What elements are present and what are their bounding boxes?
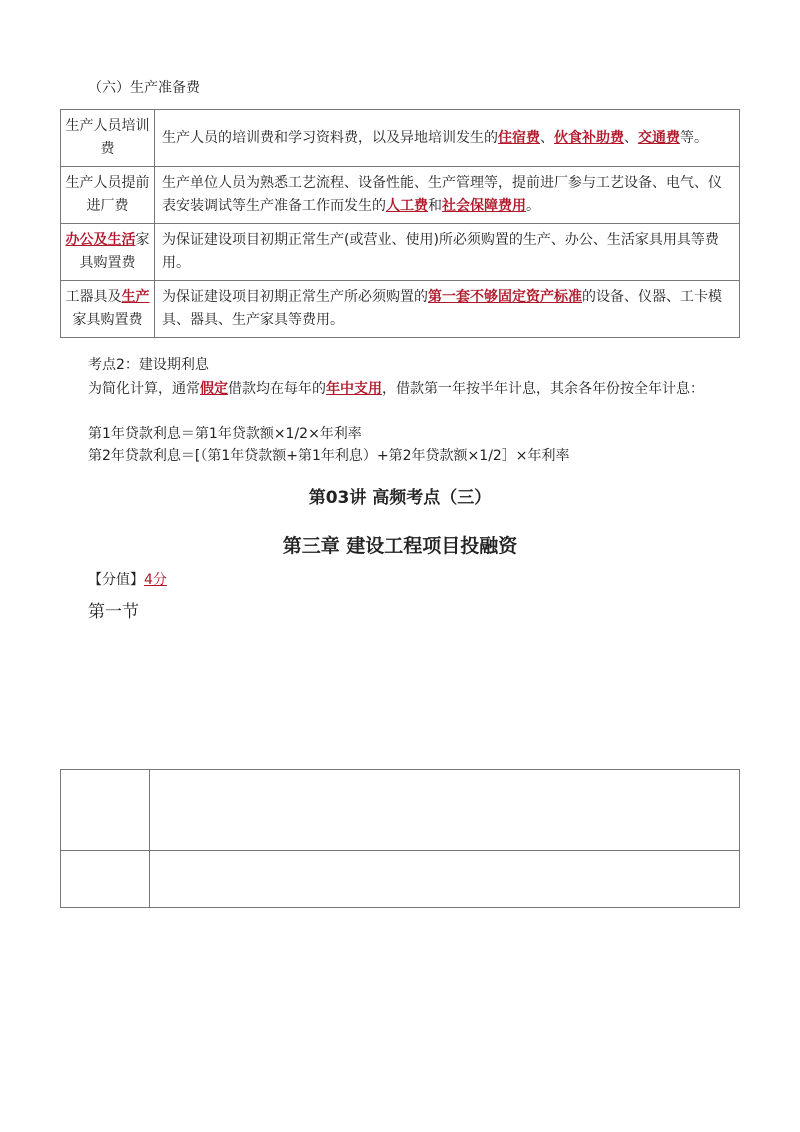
table-row <box>61 281 740 338</box>
item-description <box>155 110 740 167</box>
text-segment: 为保证建设项目初期正常生产(或营业、使用)所必须购置的生产、办公、生活家具用具等费用。 <box>162 232 719 271</box>
highlighted-text: 假定 <box>200 381 228 397</box>
preparation-fee-table <box>60 109 740 338</box>
formula-second-year: 第2年贷款利息＝[（第1年贷款额+第1年利息）+第2年贷款额×1/2］×年利率 <box>88 448 570 464</box>
table-cell <box>61 851 150 908</box>
text-segment: 生产单位人员为熟悉工艺流程、设备性能、生产管理等，提前进厂参与工艺设备、电气、仪表安装调试等生产准备工作而发生的 <box>162 175 722 214</box>
text-segment: 、 <box>540 129 554 146</box>
item-description <box>155 281 740 338</box>
score-label: 【分值】 <box>88 572 144 588</box>
text-segment: 的设备、仪器、工卡模具、器具、生产家具等费用。 <box>162 289 722 328</box>
empty-table <box>60 769 740 908</box>
highlighted-text: 交通费 <box>638 129 680 146</box>
interest-paragraph <box>60 378 740 400</box>
score-value: 4分 <box>144 572 167 588</box>
highlighted-text: 伙食补助费 <box>554 129 624 146</box>
chapter-title: 第三章 建设工程项目投融资 <box>282 535 518 557</box>
highlighted-text: 第一套不够固定资产标准 <box>428 289 582 305</box>
score-line <box>88 569 167 589</box>
highlighted-text: 办公及生活 <box>65 232 136 248</box>
section-label: 第一节 <box>88 602 139 622</box>
item-description <box>155 167 740 224</box>
formula-first-year: 第1年贷款利息＝第1年贷款额×1/2×年利率 <box>88 426 362 442</box>
table-row <box>61 167 740 224</box>
text-segment: 为简化计算，通常 <box>88 381 200 397</box>
lecture-title: 第03讲 高频考点（三） <box>308 488 492 508</box>
table-cell <box>150 851 740 908</box>
text-segment: 生产人员的培训费和学习资料费，以及异地培训发生的 <box>162 129 498 146</box>
highlighted-text: 社会保障费用 <box>442 198 526 214</box>
kaodian-heading: 考点2：建设期利息 <box>88 357 209 373</box>
item-description <box>155 224 740 281</box>
table-cell <box>61 770 150 851</box>
table-cell <box>150 770 740 851</box>
highlighted-text: 人工费 <box>386 198 428 214</box>
table-row <box>61 110 740 167</box>
item-name: 生产人员提前进厂费 <box>61 167 155 224</box>
text-segment: 和 <box>428 198 442 214</box>
highlighted-text: 生产 <box>121 289 150 305</box>
text-segment: 借款均在每年的 <box>228 381 326 397</box>
text-segment: 家具购置费 <box>79 232 150 271</box>
table-row <box>61 770 740 851</box>
text-segment: 。 <box>526 198 540 214</box>
text-segment: 、 <box>624 129 638 146</box>
highlighted-text: 年中支用 <box>326 381 382 397</box>
section-heading: （六）生产准备费 <box>88 80 200 96</box>
text-segment: 家具购置费 <box>72 312 143 328</box>
text-segment: ，借款第一年按半年计息，其余各年份按全年计息： <box>382 381 704 397</box>
item-name <box>61 224 155 281</box>
item-name <box>61 281 155 338</box>
item-name: 生产人员培训费 <box>61 110 155 167</box>
table-row <box>61 224 740 281</box>
text-segment: 等。 <box>680 129 708 146</box>
text-segment: 为保证建设项目初期正常生产所必须购置的 <box>162 289 428 305</box>
highlighted-text: 住宿费 <box>498 129 540 146</box>
text-segment: 工器具及 <box>65 289 122 305</box>
table-row <box>61 851 740 908</box>
